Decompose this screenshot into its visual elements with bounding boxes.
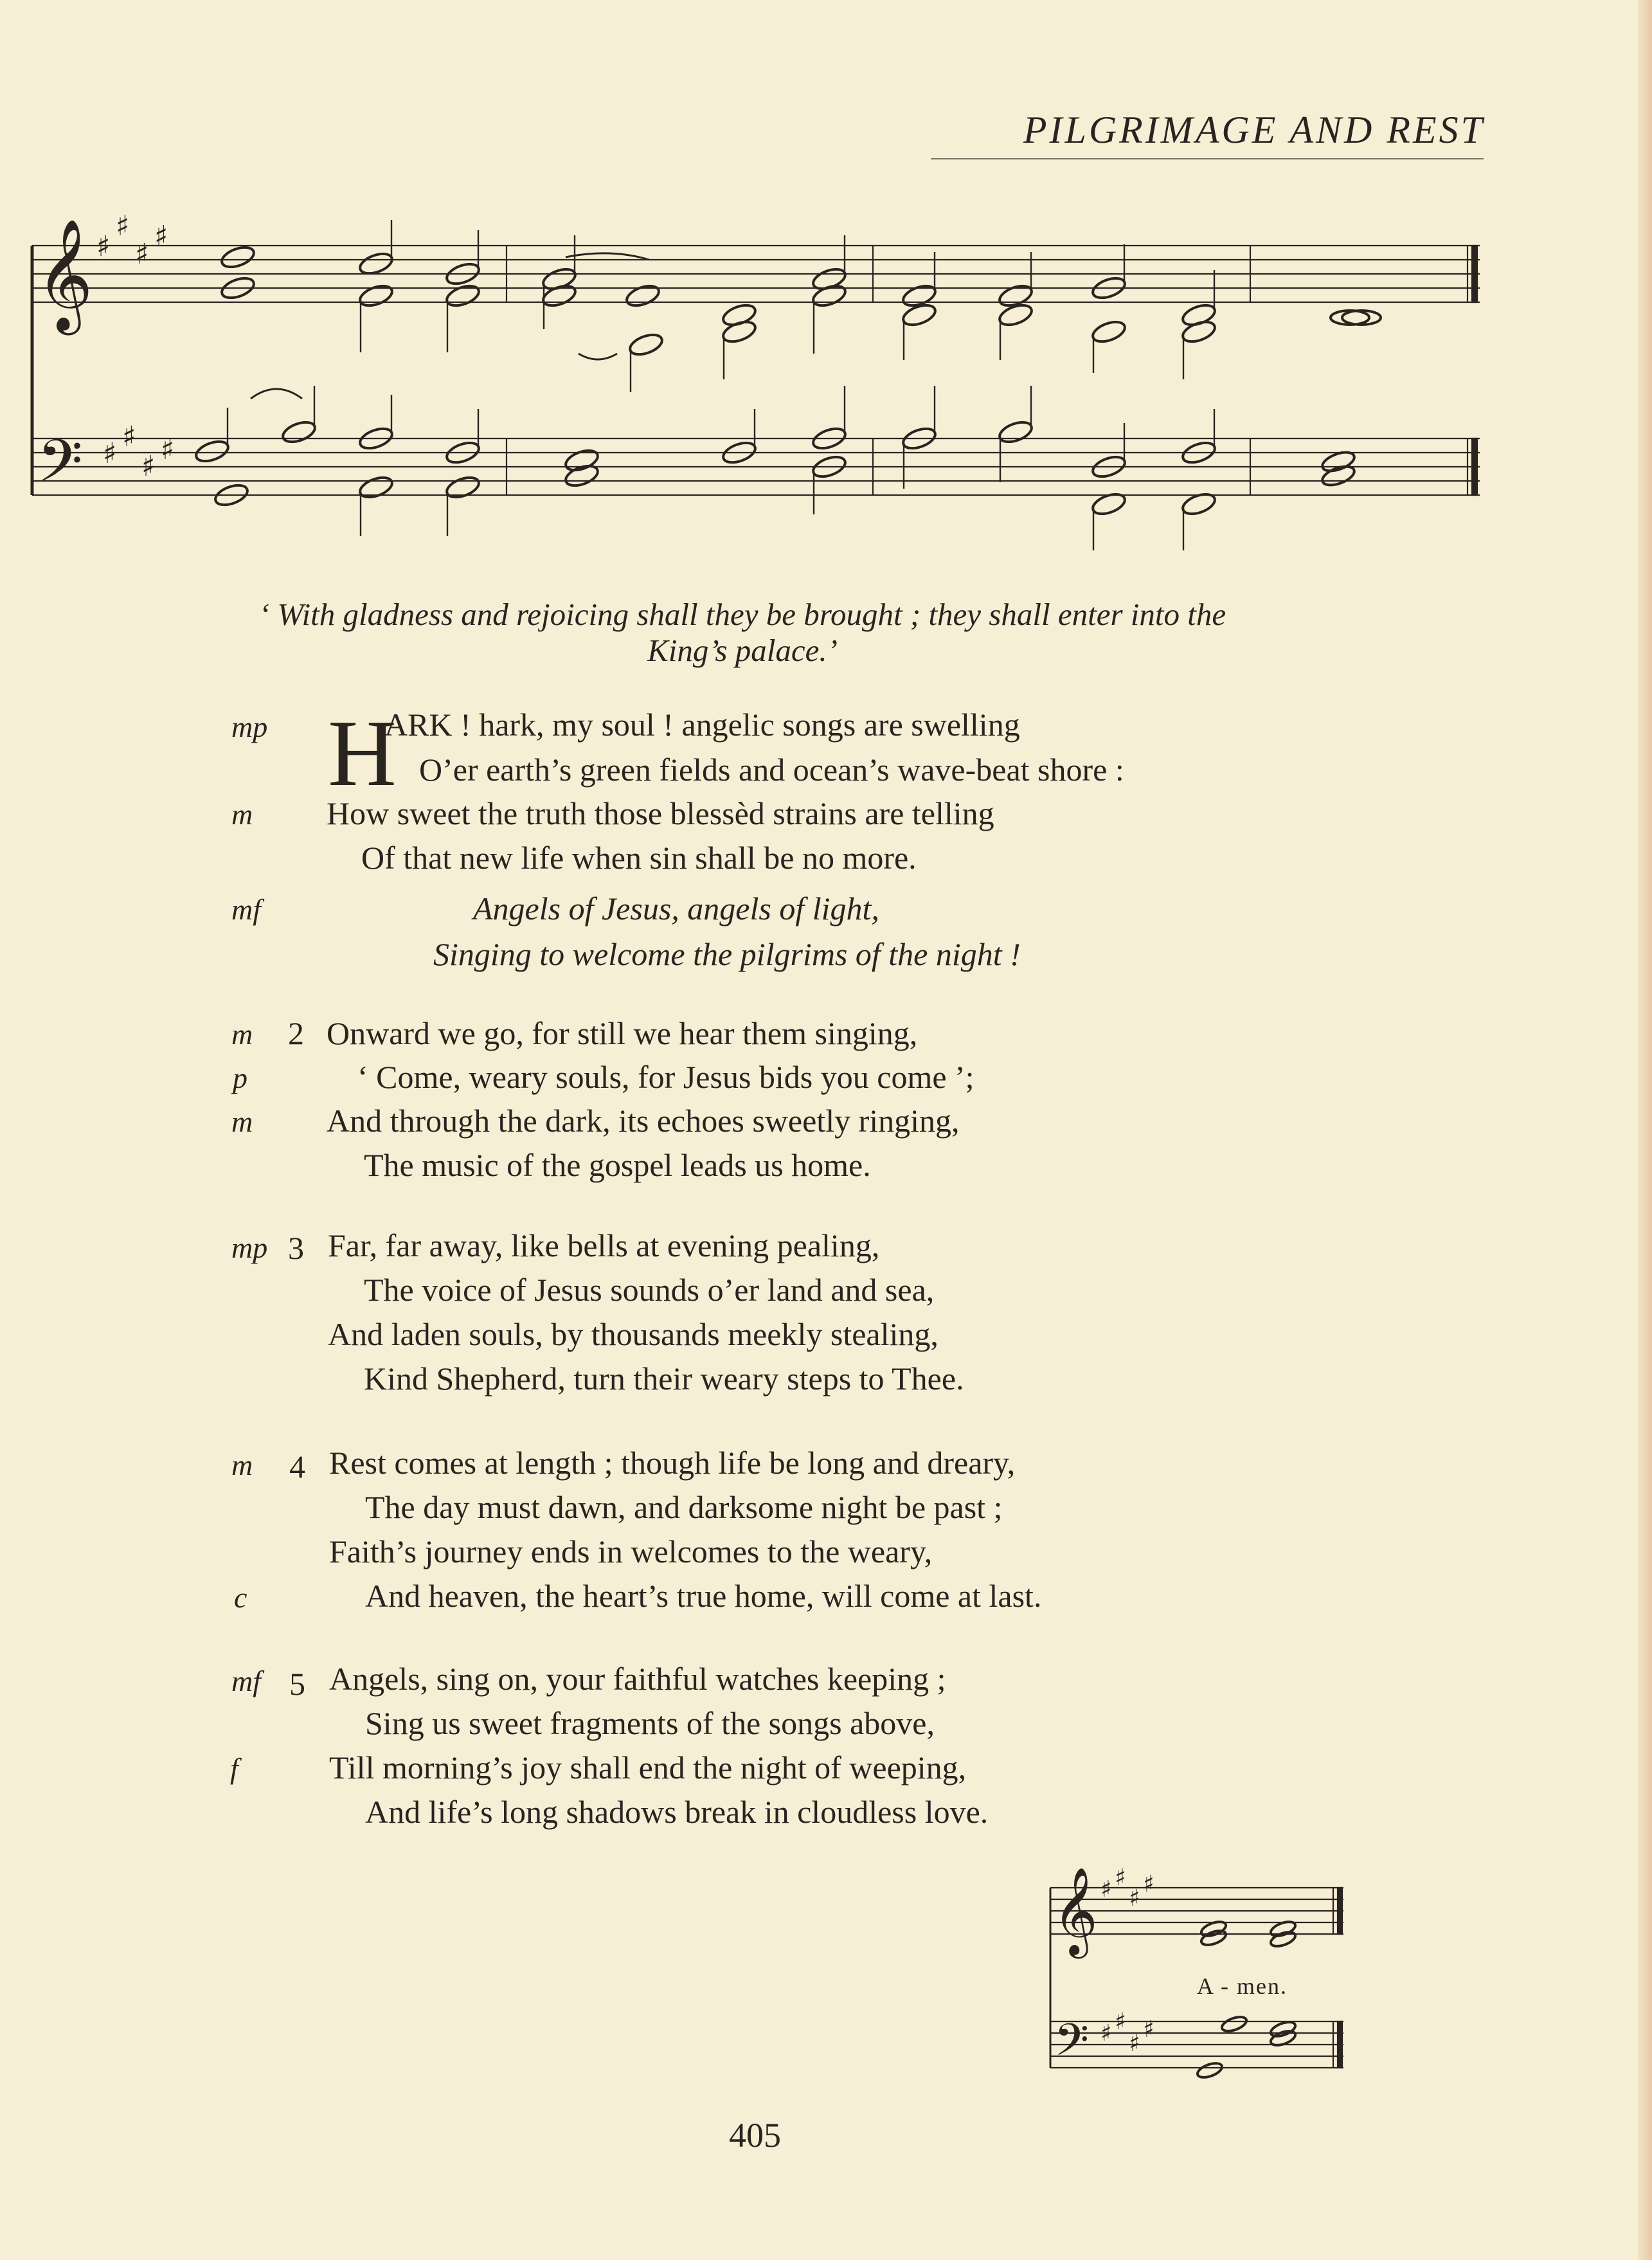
svg-text:♯: ♯	[116, 210, 130, 242]
stanza-1-line-4: Of that new life when sin shall be no more.	[361, 840, 917, 876]
drop-cap: H	[328, 701, 397, 806]
stanza-5-line-1: Angels, sing on, your faithful watches keeping ;	[329, 1661, 946, 1697]
stanza-4-line-4: And heaven, the heart’s true home, will come at last.	[365, 1578, 1042, 1614]
svg-text:♯: ♯	[1100, 1876, 1112, 1903]
dynamic-mark: m	[231, 1018, 253, 1051]
bass-clef-icon: 𝄢	[1054, 2014, 1090, 2077]
verse-number: 5	[289, 1666, 305, 1702]
dynamic-mark: f	[230, 1752, 238, 1785]
treble-clef-icon: 𝄞	[1053, 1866, 1098, 1955]
treble-clef-icon: 𝄞	[36, 219, 93, 330]
stanza-1-line-2: O’er earth’s green fields and ocean’s wave-beat shore :	[419, 752, 1124, 788]
svg-text:♯: ♯	[1143, 1871, 1154, 1897]
stanza-4-line-3: Faith’s journey ends in welcomes to the weary,	[329, 1533, 933, 1569]
refrain-line-2: Singing to welcome the pilgrims of the night !	[433, 936, 1021, 972]
dynamic-mark: mf	[231, 1665, 261, 1697]
dynamic-mark: m	[231, 1449, 253, 1481]
stanza-3-line-4: Kind Shepherd, turn their weary steps to Thee.	[364, 1361, 964, 1397]
svg-text:♯: ♯	[135, 238, 149, 271]
running-head-rule	[931, 158, 1484, 159]
verse-number: 4	[289, 1449, 305, 1485]
dynamic-mark: p	[233, 1062, 247, 1094]
epigraph-line-1: ‘ With gladness and rejoicing shall they be brought ; they shall enter into the	[258, 597, 1226, 632]
svg-text:♯: ♯	[1100, 2020, 1112, 2047]
dynamic-mark: m	[231, 798, 253, 831]
stanza-2-line-1: Onward we go, for still we hear them singing,	[327, 1015, 918, 1051]
svg-text:♯: ♯	[161, 433, 175, 466]
stanza-2-line-3: And through the dark, its echoes sweetly ringing,	[327, 1103, 960, 1139]
epigraph	[103, 597, 1382, 669]
svg-text:♯: ♯	[154, 220, 168, 253]
page-number: 405	[729, 2116, 781, 2155]
running-head: PILGRIMAGE AND REST	[1023, 109, 1485, 151]
svg-text:♯: ♯	[1115, 1865, 1126, 1891]
svg-text:♯: ♯	[103, 437, 117, 470]
stems	[228, 220, 1214, 550]
stanza-5-line-2: Sing us sweet fragments of the songs above,	[365, 1705, 935, 1741]
dynamic-mark: c	[234, 1581, 247, 1614]
stanza-3-line-2: The voice of Jesus sounds o’er land and sea,	[364, 1272, 935, 1308]
bass-clef-icon: 𝄢	[37, 427, 83, 509]
svg-text:♯: ♯	[141, 450, 156, 483]
stanza-2-line-4: The music of the gospel leads us home.	[364, 1147, 871, 1183]
stanza-4-line-2: The day must dawn, and darksome night be past ;	[365, 1489, 1003, 1525]
dynamic-mark: mp	[231, 710, 268, 743]
stanza-3-line-1: Far, far away, like bells at evening pealing,	[328, 1227, 880, 1263]
stanza-5-line-3: Till morning’s joy shall end the night of weeping,	[329, 1749, 967, 1785]
key-signature-bass	[103, 420, 174, 483]
svg-text:♯: ♯	[122, 420, 136, 453]
epigraph-line-2: King’s palace.’	[647, 633, 838, 668]
stanza-1-line-3: How sweet the truth those blessèd strains are telling	[327, 795, 994, 831]
stanza-2-line-2: ‘ Come, weary souls, for Jesus bids you come ’;	[357, 1059, 974, 1095]
notes	[193, 244, 1381, 518]
stanza-4-line-1: Rest comes at length ; though life be long and dreary,	[329, 1445, 1016, 1481]
verse-number: 3	[288, 1230, 304, 1266]
svg-text:♯: ♯	[96, 230, 111, 263]
amen-lyric: A - men.	[1197, 1973, 1288, 1999]
svg-text:♯: ♯	[1115, 2009, 1126, 2035]
amen-score	[1041, 1858, 1350, 2083]
barlines	[507, 246, 1477, 495]
refrain-line-1: Angels of Jesus, angels of light,	[473, 890, 879, 927]
svg-text:♯: ♯	[1129, 2030, 1140, 2057]
treble-staff	[32, 246, 1480, 302]
dynamic-mark: m	[231, 1105, 253, 1138]
key-signature-treble	[96, 210, 168, 271]
verse-number: 2	[288, 1015, 304, 1051]
music-score	[0, 193, 1498, 553]
page-edge	[1638, 0, 1652, 2260]
dynamic-mark: mf	[231, 893, 261, 926]
stanza-1-line-1: ARK ! hark, my soul ! angelic songs are swelling	[384, 707, 1020, 743]
svg-text:♯: ♯	[1129, 1885, 1140, 1912]
stanza-3-line-3: And laden souls, by thousands meekly stealing,	[328, 1316, 938, 1352]
dynamic-mark: mp	[231, 1231, 268, 1264]
svg-text:♯: ♯	[1143, 2016, 1154, 2043]
ties	[251, 253, 649, 399]
stanza-5-line-4: And life’s long shadows break in cloudless love.	[365, 1794, 989, 1830]
